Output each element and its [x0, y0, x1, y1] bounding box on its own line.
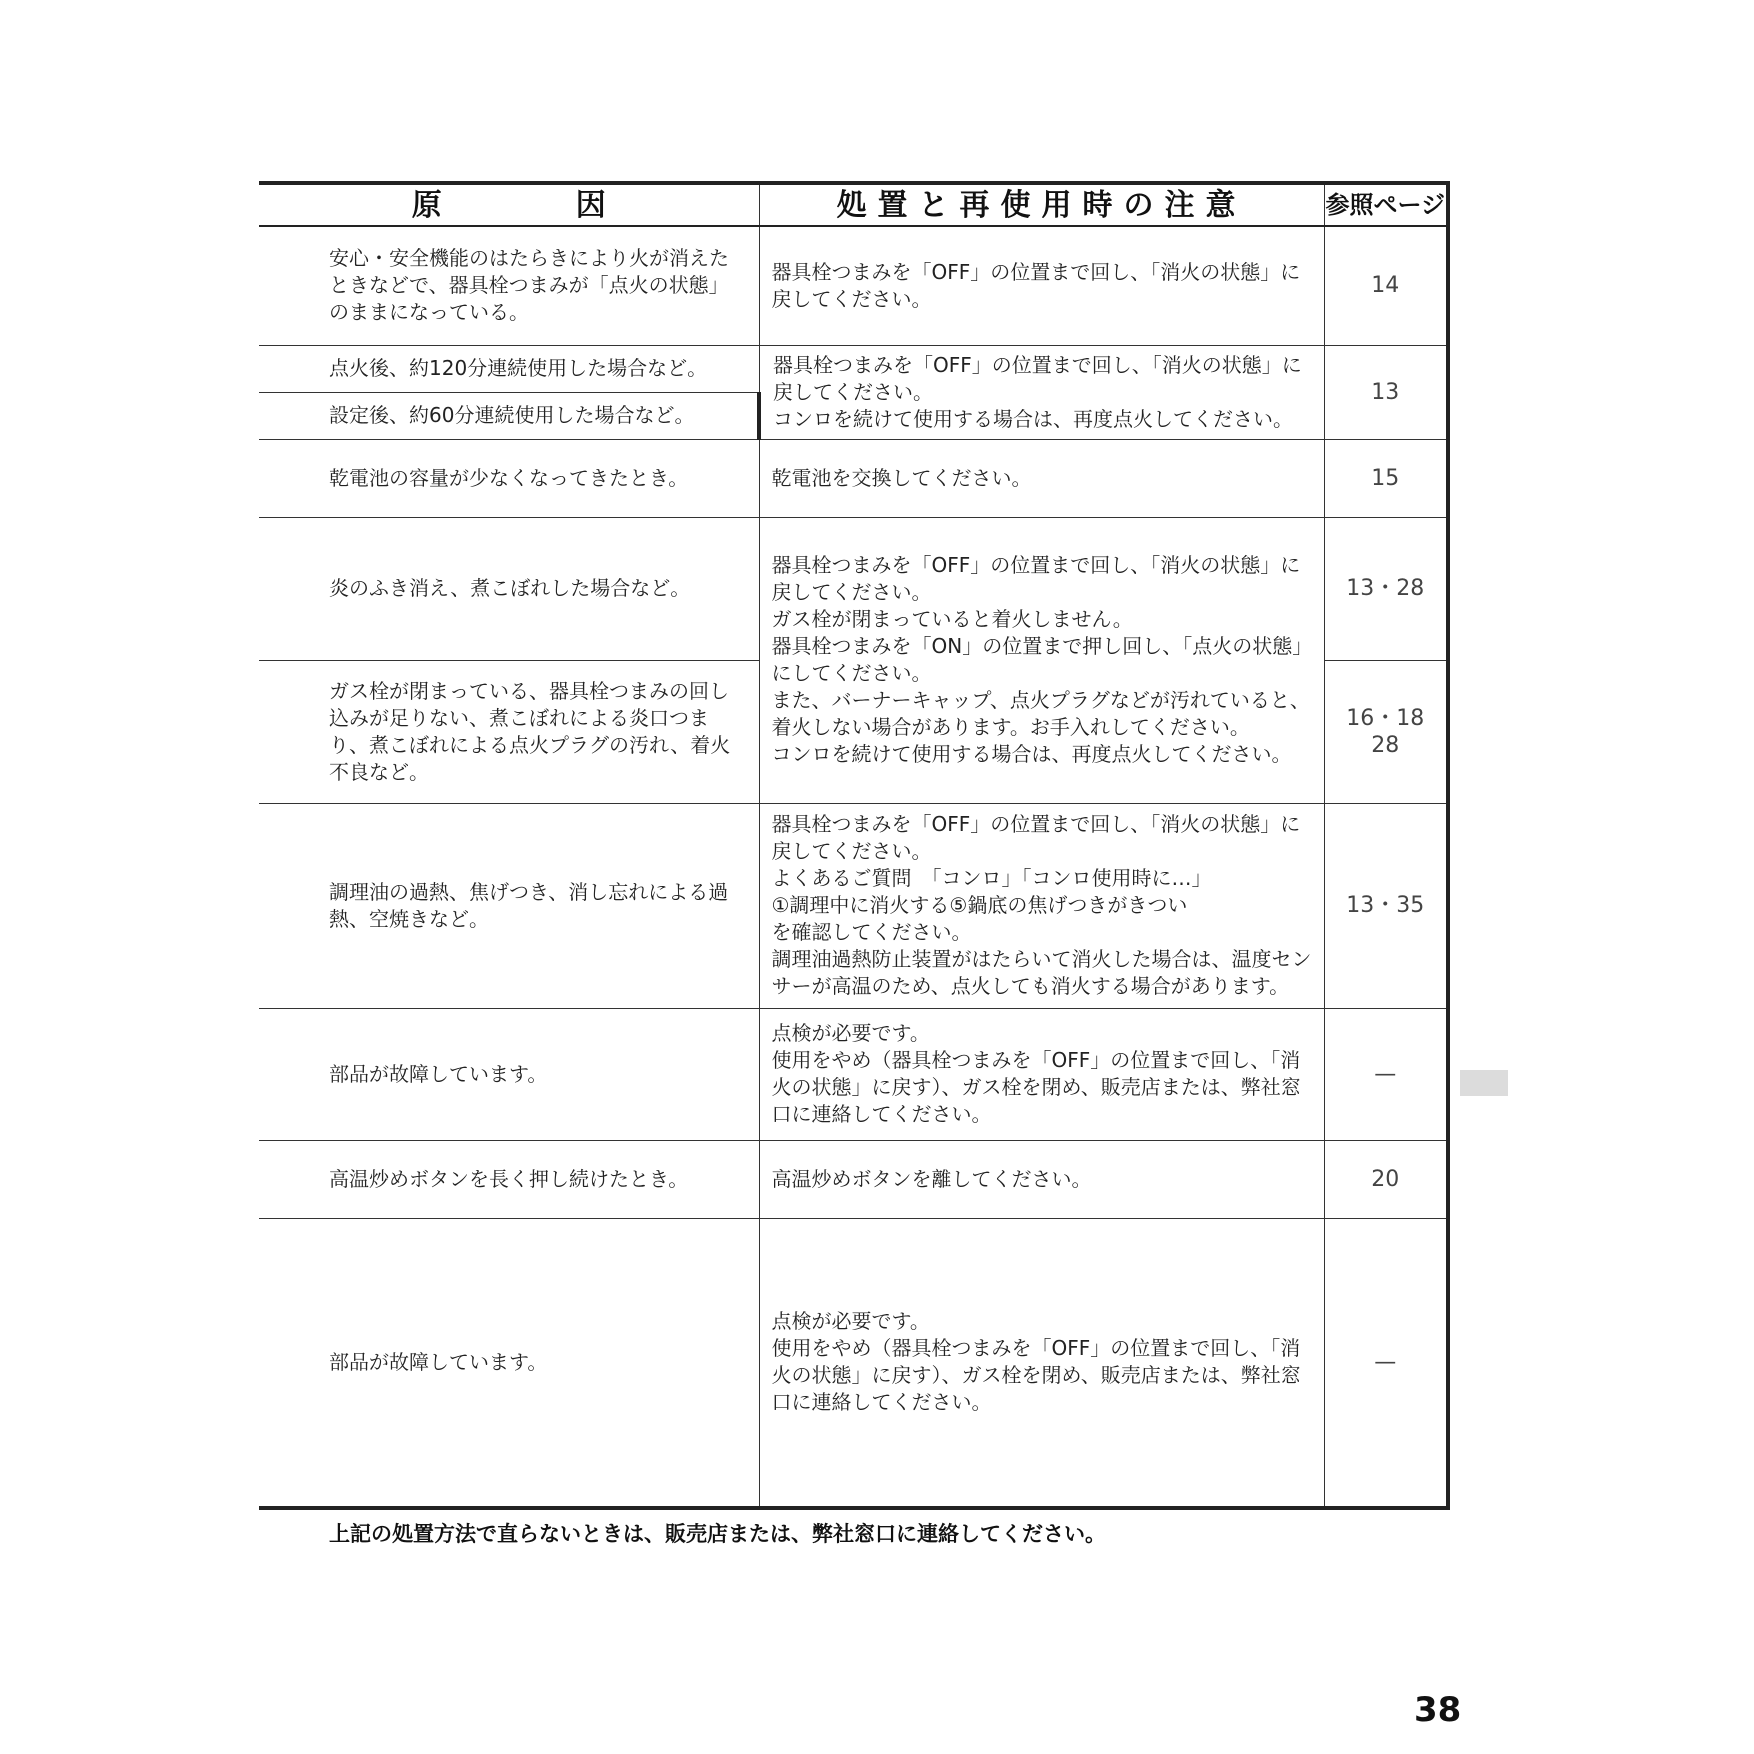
table-row	[259, 517, 1448, 660]
table-row	[259, 345, 1448, 392]
reference-page-cell: 13・28	[1324, 517, 1448, 660]
table-row	[259, 1008, 1448, 1140]
header-reference-page: 参照ページ	[1324, 183, 1448, 226]
reference-page-cell: 20	[1324, 1140, 1448, 1218]
table-row	[259, 803, 1448, 1008]
side-index-tab	[1460, 1070, 1508, 1096]
table-row	[259, 439, 1448, 517]
cause-cell: 安心・安全機能のはたらきにより火が消えたときなどで、器具栓つまみが「点火の状態」のままになっている。	[259, 226, 759, 345]
action-cell: 器具栓つまみを「OFF」の位置まで回し、「消火の状態」に戻してください。 ガス栓が閉まっていると着火しません。 器具栓つまみを「ON」の位置まで押し回し、「点火の状態」にしてください。 また、バーナーキャップ、点火プラグなどが汚れていると、着火しない場合があります。お手入れしてください。 コンロを続けて使用する場合は、再度点火してください。	[759, 517, 1324, 803]
header-action: 処置と再使用時の注意	[759, 183, 1324, 226]
cause-cell: 炎のふき消え、煮こぼれした場合など。	[259, 517, 759, 660]
reference-page-cell: 14	[1324, 226, 1448, 345]
reference-page-cell: 16・18 28	[1324, 660, 1448, 803]
cause-cell: 調理油の過熱、焦げつき、消し忘れによる過熱、空焼きなど。	[259, 803, 759, 1008]
table-row	[259, 1140, 1448, 1218]
cause-cell: 部品が故障しています。	[259, 1008, 759, 1140]
reference-page-cell: —	[1324, 1218, 1448, 1508]
table-row	[259, 1218, 1448, 1508]
cause-cell: 点火後、約120分連続使用した場合など。	[259, 345, 759, 392]
cause-cell: 高温炒めボタンを長く押し続けたとき。	[259, 1140, 759, 1218]
action-cell: 点検が必要です。 使用をやめ（器具栓つまみを「OFF」の位置まで回し、「消火の状態」に戻す）、ガス栓を閉め、販売店または、弊社窓口に連絡してください。	[759, 1008, 1324, 1140]
reference-page-cell: 13	[1324, 345, 1448, 439]
action-cell: 器具栓つまみを「OFF」の位置まで回し、「消火の状態」に戻してください。	[759, 226, 1324, 345]
cause-cell: 乾電池の容量が少なくなってきたとき。	[259, 439, 759, 517]
action-cell: 点検が必要です。 使用をやめ（器具栓つまみを「OFF」の位置まで回し、「消火の状態」に戻す）、ガス栓を閉め、販売店または、弊社窓口に連絡してください。	[759, 1218, 1324, 1508]
page-number: 38	[1414, 1690, 1462, 1730]
reference-page-cell: 13・35	[1324, 803, 1448, 1008]
footer-note: 上記の処置方法で直らないときは、販売店または、弊社窓口に連絡してください。	[329, 1522, 1106, 1546]
reference-page-cell: —	[1324, 1008, 1448, 1140]
header-cause: 原 因	[259, 183, 759, 226]
cause-cell: 設定後、約60分連続使用した場合など。	[259, 392, 759, 439]
table-header-row	[259, 183, 1448, 226]
reference-page-cell: 15	[1324, 439, 1448, 517]
cause-cell: 部品が故障しています。	[259, 1218, 759, 1508]
action-cell: 乾電池を交換してください。	[759, 439, 1324, 517]
action-cell: 器具栓つまみを「OFF」の位置まで回し、「消火の状態」に戻してください。 コンロを続けて使用する場合は、再度点火してください。	[759, 345, 1324, 439]
action-cell: 器具栓つまみを「OFF」の位置まで回し、「消火の状態」に戻してください。 よくあるご質問 「コンロ」「コンロ使用時に…」 ①調理中に消火する⑤鍋底の焦げつきがきつい を確認してください。 調理油過熱防止装置がはたらいて消火した場合は、温度センサーが高温のため、点火しても消火する場合があります。	[759, 803, 1324, 1008]
cause-cell: ガス栓が閉まっている、器具栓つまみの回し込みが足りない、煮こぼれによる炎口つまり、煮こぼれによる点火プラグの汚れ、着火不良など。	[259, 660, 759, 803]
troubleshooting-table	[259, 181, 1450, 1510]
table-row	[259, 226, 1448, 345]
action-cell: 高温炒めボタンを離してください。	[759, 1140, 1324, 1218]
